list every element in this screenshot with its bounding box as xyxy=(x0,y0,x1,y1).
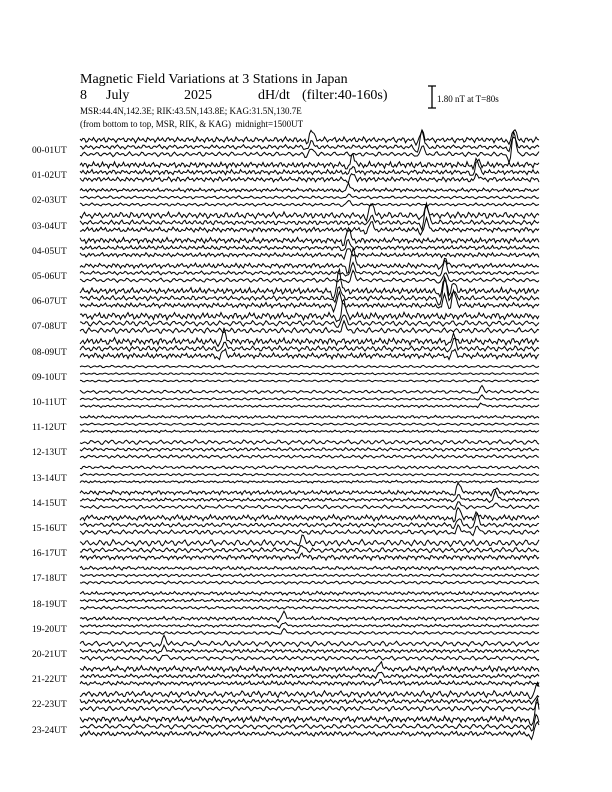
trace-kag xyxy=(80,566,539,570)
trace-kag xyxy=(80,591,539,595)
trace-msr xyxy=(80,722,539,739)
trace-msr xyxy=(80,502,539,510)
trace-kag xyxy=(80,183,539,192)
trace-kag xyxy=(80,635,539,646)
trace-kag xyxy=(80,662,539,672)
filter-label: (filter:40-160s) xyxy=(302,88,388,103)
date-year: 2025 xyxy=(184,88,212,103)
trace-msr xyxy=(80,679,539,685)
trace-kag xyxy=(80,466,539,469)
trace-kag xyxy=(80,508,539,522)
trace-rik xyxy=(80,696,539,704)
trace-rik xyxy=(80,395,539,400)
trace-rik xyxy=(80,373,539,375)
trace-msr xyxy=(80,629,539,635)
hour-label: 05-06UT xyxy=(32,272,67,282)
scale-bar xyxy=(428,86,436,108)
trace-rik xyxy=(80,574,539,577)
trace-msr xyxy=(80,430,539,433)
trace-rik xyxy=(80,645,539,653)
trace-rik xyxy=(80,514,539,529)
hour-label: 03-04UT xyxy=(32,221,67,232)
trace-rik xyxy=(80,672,539,678)
trace-msr xyxy=(80,455,539,459)
hour-label: 00-01UT xyxy=(32,146,67,156)
trace-msr xyxy=(80,581,539,584)
scale-label: 1.80 nT at T=80s xyxy=(437,94,499,104)
trace-kag xyxy=(80,483,539,496)
trace-msr xyxy=(80,201,539,207)
hour-label: 16-17UT xyxy=(32,549,67,560)
trace-msr xyxy=(80,218,539,235)
hour-label: 18-19UT xyxy=(32,599,67,610)
station-coordinates: MSR:44.4N,142.3E; RIK:43.5N,143.8E; KAG:31.5N,130.7E xyxy=(80,106,302,116)
trace-kag xyxy=(80,611,539,622)
hour-label: 04-05UT xyxy=(32,246,67,257)
trace-rik xyxy=(80,623,539,629)
hour-label: 23-24UT xyxy=(32,725,67,736)
hour-label: 14-15UT xyxy=(32,498,67,509)
trace-kag xyxy=(80,365,539,368)
trace-rik xyxy=(80,546,539,553)
trace-kag xyxy=(80,299,539,321)
trace-msr xyxy=(80,655,539,661)
trace-msr xyxy=(80,553,539,560)
trace-rik xyxy=(80,206,539,231)
trace-rik xyxy=(80,448,539,452)
hour-label: 07-08UT xyxy=(32,322,67,333)
hour-label: 06-07UT xyxy=(32,297,67,308)
trace-kag xyxy=(80,203,539,221)
trace-rik xyxy=(80,315,539,327)
hour-label: 19-20UT xyxy=(32,624,67,635)
trace-msr xyxy=(80,606,539,609)
trace-msr xyxy=(80,480,539,483)
hour-label: 02-03UT xyxy=(32,196,67,207)
hour-label: 08-09UT xyxy=(32,347,67,358)
stacking-note xyxy=(80,119,303,129)
hour-label: 11-12UT xyxy=(32,423,67,434)
hour-label: 21-22UT xyxy=(32,675,67,686)
hour-label: 22-23UT xyxy=(32,700,67,711)
hour-label: 15-16UT xyxy=(32,524,67,534)
trace-rik xyxy=(80,423,539,426)
date-month: July xyxy=(106,88,130,103)
trace-kag xyxy=(80,154,539,169)
date-day: 8 xyxy=(80,88,87,103)
trace-rik xyxy=(80,473,539,476)
hour-label: 20-21UT xyxy=(32,650,67,660)
trace-kag xyxy=(80,535,539,547)
hour-label: 13-14UT xyxy=(32,473,67,484)
hour-label: 10-11UT xyxy=(32,398,67,408)
trace-rik xyxy=(80,338,539,352)
midnight-note: midnight=1500UT xyxy=(235,119,304,129)
trace-kag xyxy=(80,130,539,145)
trace-kag xyxy=(80,249,539,274)
trace-rik xyxy=(80,599,539,602)
trace-kag xyxy=(80,440,539,445)
hour-label: 09-10UT xyxy=(32,372,67,383)
trace-rik xyxy=(80,194,539,199)
trace-kag xyxy=(80,415,539,419)
hour-label: 01-02UT xyxy=(32,171,67,182)
trace-msr xyxy=(80,321,539,334)
chart-title: Magnetic Field Variations at 3 Stations in Japan xyxy=(80,72,348,87)
hour-label: 17-18UT xyxy=(32,574,67,585)
hour-label: 12-13UT xyxy=(32,448,67,459)
trace-kag xyxy=(80,386,539,394)
trace-msr xyxy=(80,380,539,382)
quantity-label: dH/dt xyxy=(258,88,290,103)
station-order: (from bottom to top, MSR, RIK, & KAG) xyxy=(80,119,232,129)
trace-msr xyxy=(80,290,539,312)
trace-msr xyxy=(80,403,539,408)
